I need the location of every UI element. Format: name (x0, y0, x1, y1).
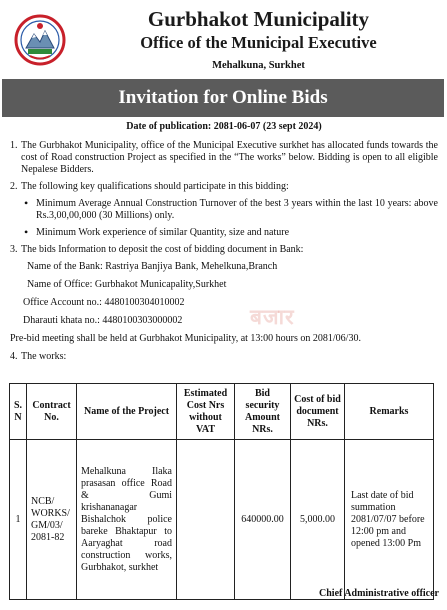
works-table (9, 383, 434, 600)
notice-body (10, 121, 438, 368)
bank-name: Name of the Bank: Rastriya Banjiya Bank, Mehelkuna,Branch (27, 261, 278, 272)
paragraph-number: 3. (10, 244, 18, 255)
paragraph-text: The bids Information to deposit the cost of bidding document in Bank: (21, 244, 304, 255)
prebid-text: Pre-bid meeting shall be held at Gurbhakot Municipality, at 13:00 hours on 2081/06/30. (10, 333, 361, 344)
table-header-row (10, 384, 434, 440)
watermark: बजार (250, 305, 295, 329)
dharauti-khata-number: Dharauti khata no.: 4480100303000002 (23, 315, 183, 326)
paragraph-number: 2. (10, 181, 18, 192)
paragraph-1 (10, 140, 438, 176)
paragraph-number: 4. (10, 351, 18, 362)
bullet-icon: • (24, 225, 29, 239)
office-account-number: Office Account no.: 4480100304010002 (23, 297, 185, 308)
paragraph-text: The Gurbhakot Municipality, office of the Municipal Executive surkhet has allocated funds towards the cost of Road construction Project as specified in the “The works” below. Bidding is open to all eligible Nepalese Bidders. (21, 140, 438, 175)
paragraph-2 (10, 181, 438, 193)
bullet-text: Minimum Average Annual Construction Turnover of the best 3 years within the last 10 years: above Rs.3,00,00,000 (30 Millions) only. (36, 198, 438, 221)
cell-contract: NCB/ WORKS/ GM/03/ 2081-82 (27, 440, 77, 600)
publication-date: Date of publication: 2081-06-07 (23 sept 2024) (126, 121, 322, 132)
letterhead (0, 0, 447, 78)
cell-project: Mehalkuna Ilaka prasasan office Road & Gumi krishananagar Bishalchok police bareke Bhaktapur to Aaryaghat road construction works, Gurbhakot, surkhet (77, 440, 177, 600)
cell-sn: 1 (10, 440, 27, 600)
cell-document-cost: 5,000.00 (291, 440, 345, 600)
cell-bid-security: 640000.00 (235, 440, 291, 600)
organization-heading (70, 6, 447, 74)
nepal-emblem-icon (14, 14, 66, 66)
bullet-text: Minimum Work experience of similar Quantity, size and nature (36, 227, 290, 238)
header-document-cost: Cost of bid document NRs. (291, 384, 345, 440)
header-project: Name of the Project (77, 384, 177, 440)
office-name: Office of the Municipal Executive (140, 33, 377, 52)
notice-title: Invitation for Online Bids (2, 79, 444, 117)
paragraph-3 (10, 244, 438, 256)
qualification-experience (24, 227, 438, 239)
paragraph-number: 1. (10, 140, 18, 151)
cell-remarks: Last date of bid summation 2081/07/07 before 12:00 pm and opened 13:00 Pm (345, 440, 434, 600)
municipality-name: Gurbhakot Municipality (147, 7, 370, 31)
paragraph-4 (10, 351, 438, 363)
header-estimated-cost: Estimated Cost Nrs without VAT (177, 384, 235, 440)
table-row (10, 440, 434, 600)
header-contract: Contract No. (27, 384, 77, 440)
signatory-title: Chief Administrative officer (319, 588, 439, 599)
prebid-meeting (10, 333, 438, 345)
bullet-icon: • (24, 196, 29, 210)
paragraph-text: The works: (21, 351, 67, 362)
header-remarks: Remarks (345, 384, 434, 440)
cell-estimated-cost (177, 440, 235, 600)
header-bid-security: Bid security Amount NRs. (235, 384, 291, 440)
paragraph-text: The following key qualifications should participate in this bidding: (21, 181, 289, 192)
header-sn: S. N (10, 384, 27, 440)
qualification-turnover (24, 198, 438, 222)
location: Mehalkuna, Surkhet (212, 60, 305, 71)
office-name-line: Name of Office: Gurbhakot Municapality,Surkhet (27, 279, 227, 290)
